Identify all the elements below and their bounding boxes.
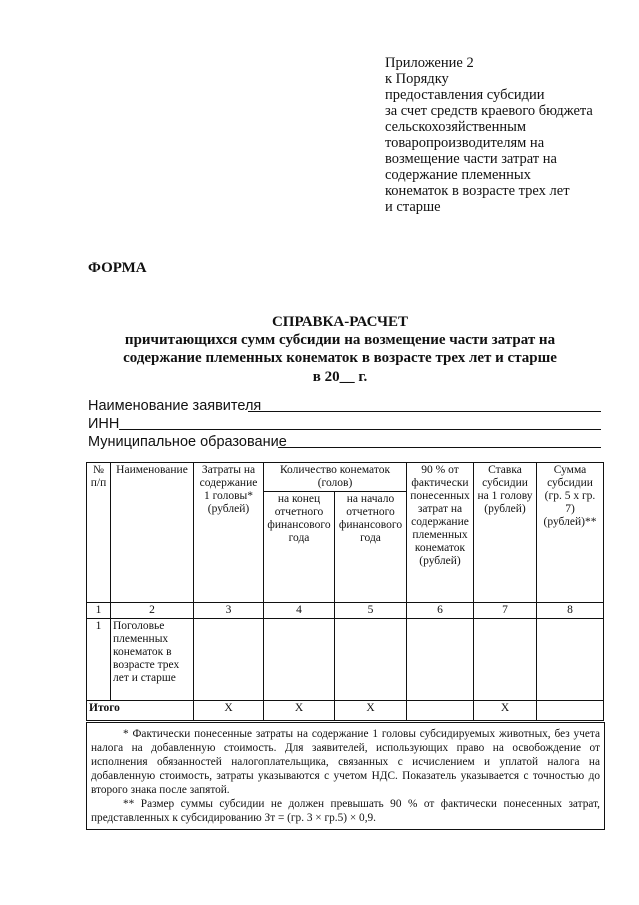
total-mark: X	[194, 701, 264, 721]
appendix-line: сельскохозяйственным	[385, 119, 527, 135]
appendix-line: за счет средств краевого бюджета	[385, 103, 593, 119]
appendix-line: к Порядку	[385, 71, 449, 87]
appendix-line: товаропроизводителям на	[385, 135, 545, 151]
appendix-line: содержание племенных	[385, 167, 531, 183]
appendix-line: предоставления субсидии	[385, 87, 545, 103]
header-sum: Сумма субсидии (гр. 5 х гр. 7) (рублей)**	[537, 463, 604, 603]
header-rate: Ставка субсидии на 1 голову (рублей)	[474, 463, 537, 603]
row-count-start-cell[interactable]	[335, 619, 407, 701]
appendix-block	[385, 55, 593, 215]
column-number: 4	[264, 603, 335, 619]
appendix-line: конематок в возрасте трех лет	[385, 183, 570, 199]
column-number: 5	[335, 603, 407, 619]
header-count-end: на конец отчетного финансового года	[264, 492, 335, 603]
total-percent90-cell[interactable]	[407, 701, 474, 721]
inn-label: ИНН	[88, 416, 120, 432]
appendix-line: и старше	[385, 199, 441, 215]
document-year-line: в 20__ г.	[312, 369, 368, 385]
total-row	[87, 701, 604, 721]
inn-underline	[119, 429, 601, 430]
column-number: 2	[111, 603, 194, 619]
row-count-end-cell[interactable]	[264, 619, 335, 701]
appendix-line: Приложение 2	[385, 55, 474, 71]
column-number: 7	[474, 603, 537, 619]
row-num: 1	[87, 619, 111, 701]
header-count-start: на начало отчетного финансового года	[335, 492, 407, 603]
row-costs-cell[interactable]	[194, 619, 264, 701]
total-mark: X	[474, 701, 537, 721]
column-number: 6	[407, 603, 474, 619]
form-label: ФОРМА	[88, 260, 147, 276]
municipality-field[interactable]	[88, 434, 287, 450]
document-title: СПРАВКА-РАСЧЕТ	[271, 314, 409, 330]
applicant-field[interactable]	[88, 398, 261, 414]
column-number: 1	[87, 603, 111, 619]
footnote-1: * Фактически понесенные затраты на содержание 1 головы субсидируемых животных, без учета налога на добавленную стоимость. Для заявителей, использующих право на освобождение от исполнения обязанностей налогоплательщика, связанных с исчислением и уплатой налога на добавленную стоимость, затраты указываются с учетом НДС. Показатель указывается с точностью до второго знака после запятой.	[91, 728, 600, 796]
header-count-group: Количество конематок (голов)	[264, 463, 407, 492]
footnotes	[86, 722, 605, 830]
column-number-row	[87, 603, 604, 619]
row-name: Поголовье племенных конематок в возрасте трех лет и старше	[111, 619, 194, 701]
row-rate-cell[interactable]	[474, 619, 537, 701]
header-percent90: 90 % от фактически понесенных затрат на содержание племенных конематок (рублей)	[407, 463, 474, 603]
header-name: Наименование	[111, 463, 194, 603]
calculation-table	[86, 462, 604, 721]
column-number: 3	[194, 603, 264, 619]
inn-field[interactable]	[88, 416, 119, 432]
municipality-label: Муниципальное образование	[88, 434, 287, 450]
document-subtitle-line: причитающихся сумм субсидии на возмещение части затрат на	[124, 332, 556, 348]
applicant-underline	[248, 411, 601, 412]
row-sum-cell[interactable]	[537, 619, 604, 701]
header-num: № п/п	[87, 463, 111, 603]
total-mark: X	[335, 701, 407, 721]
applicant-label: Наименование заявителя	[88, 398, 262, 414]
document-subtitle-line: содержание племенных конематок в возрасте трех лет и старше	[123, 350, 557, 366]
total-mark: X	[264, 701, 335, 721]
total-label: Итого	[87, 701, 194, 721]
footnote-2: ** Размер суммы субсидии не должен превышать 90 % от фактически понесенных затрат, представленных к субсидированию Зт = (гр. 3 × гр.5) × 0,9.	[91, 798, 600, 824]
municipality-underline	[278, 447, 601, 448]
appendix-line: возмещение части затрат на	[385, 151, 557, 167]
header-costs: Затраты на содержание 1 головы* (рублей)	[194, 463, 264, 603]
column-number: 8	[537, 603, 604, 619]
header-row	[87, 463, 604, 492]
row-percent90-cell[interactable]	[407, 619, 474, 701]
total-sum-cell[interactable]	[537, 701, 604, 721]
table-row	[87, 619, 604, 701]
